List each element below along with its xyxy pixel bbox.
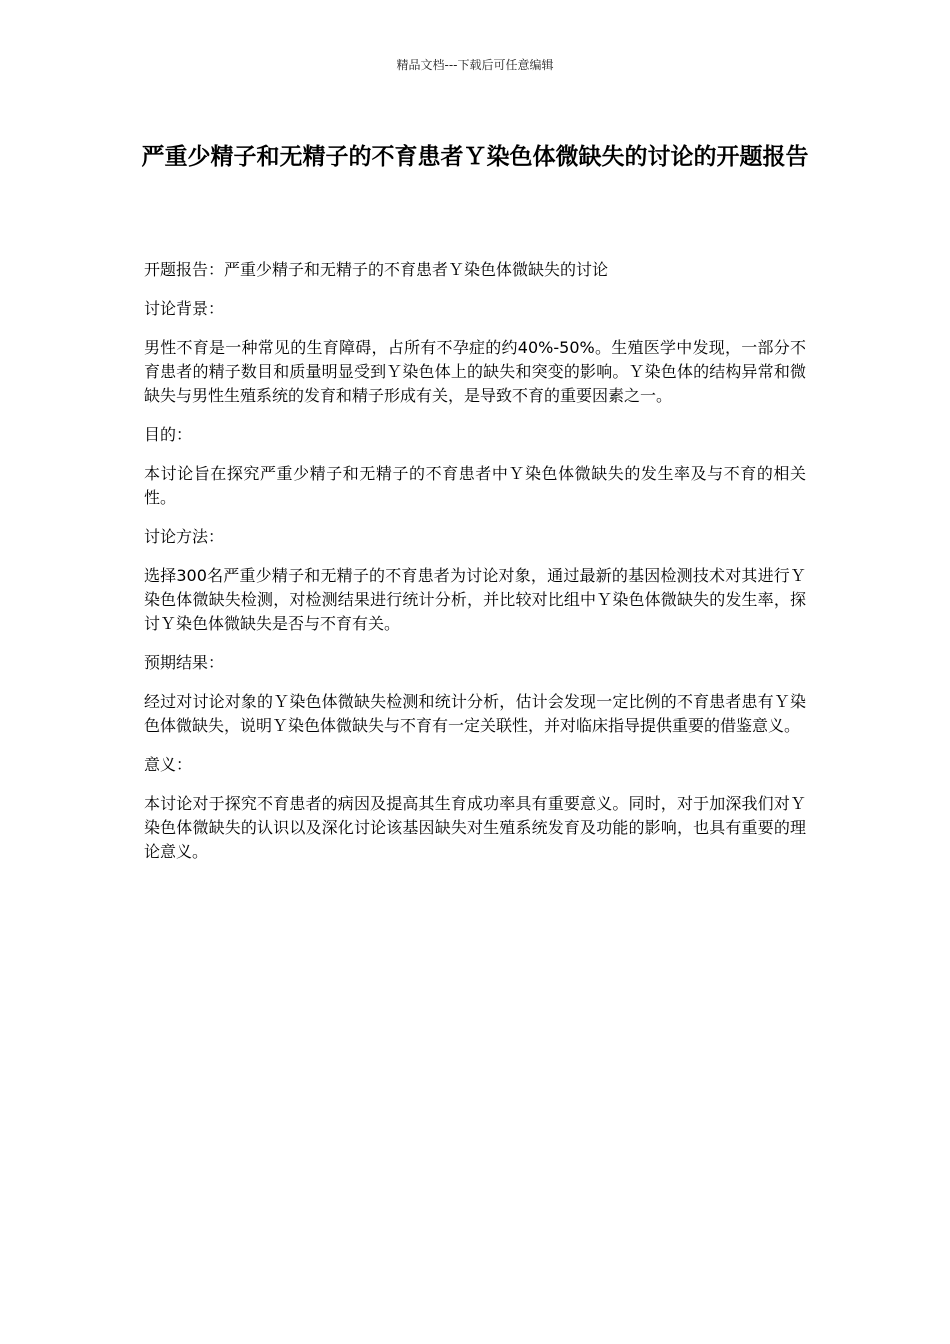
purpose-paragraph: 本讨论旨在探究严重少精子和无精子的不育患者中Ｙ染色体微缺失的发生率及与不育的相关性。 (144, 464, 806, 507)
expected-results-paragraph: 经过对讨论对象的Ｙ染色体微缺失检测和统计分析，估计会发现一定比例的不育患者患有Ｙ染色体微缺失，说明Ｙ染色体微缺失与不育有一定关联性，并对临床指导提供重要的借鉴意义。 (144, 692, 806, 735)
section-heading-significance: 意义： (144, 755, 193, 774)
report-intro-line: 开题报告：严重少精子和无精子的不育患者Ｙ染色体微缺失的讨论 (144, 260, 609, 279)
document-title: 严重少精子和无精子的不育患者Ｙ染色体微缺失的讨论的开题报告 (141, 144, 809, 170)
section-heading-expected-results: 预期结果： (144, 653, 225, 672)
method-paragraph: 选择300名严重少精子和无精子的不育患者为讨论对象，通过最新的基因检测技术对其进行Ｙ染色体微缺失检测，对检测结果进行统计分析，并比较对比组中Ｙ染色体微缺失的发生率，探讨Ｙ染色体微缺失是否与不育有关。 (144, 566, 806, 633)
section-heading-background: 讨论背景： (144, 299, 225, 318)
document-body (144, 258, 806, 879)
header-note: 精品文档---下载后可任意编辑 (396, 58, 554, 72)
background-paragraph: 男性不育是一种常见的生育障碍，占所有不孕症的约40%-50%。生殖医学中发现，一部分不育患者的精子数目和质量明显受到Ｙ染色体上的缺失和突变的影响。Ｙ染色体的结构异常和微缺失与男性生殖系统的发育和精子形成有关，是导致不育的重要因素之一。 (144, 338, 806, 405)
significance-paragraph: 本讨论对于探究不育患者的病因及提高其生育成功率具有重要意义。同时，对于加深我们对Ｙ染色体微缺失的认识以及深化讨论该基因缺失对生殖系统发育及功能的影响，也具有重要的理论意义。 (144, 794, 806, 861)
section-heading-purpose: 目的： (144, 425, 193, 444)
section-heading-method: 讨论方法： (144, 527, 225, 546)
